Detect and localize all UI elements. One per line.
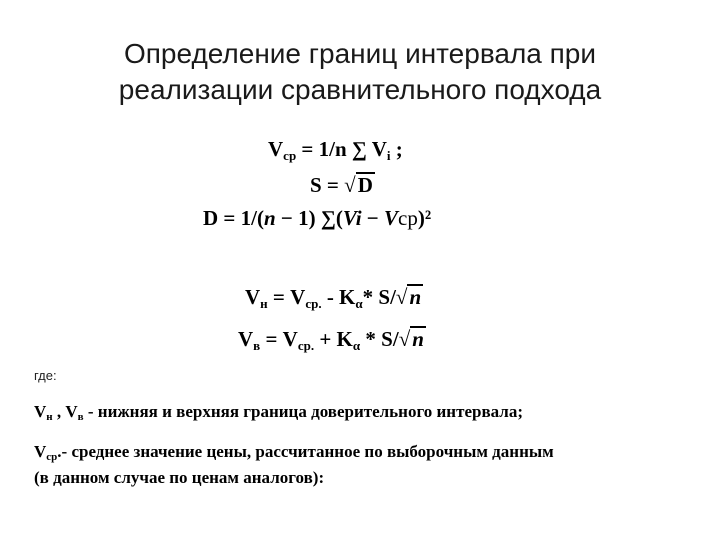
formula-lower-bound <box>245 284 423 312</box>
subscript: ср. <box>297 338 315 353</box>
subscript-alpha: α <box>352 338 361 353</box>
subscript: в <box>77 411 84 423</box>
symbol-v: V <box>268 137 284 161</box>
formula-dispersion <box>203 206 431 231</box>
radicand: n <box>409 285 422 309</box>
subscript-alpha: α <box>355 296 363 311</box>
symbol-v: V <box>34 402 47 421</box>
formula-part: * S/ <box>362 285 396 309</box>
title-line-1: Определение границ интервала при <box>123 38 597 69</box>
subscript-cp: cp <box>398 206 418 230</box>
slide-title <box>0 36 720 108</box>
subscript: н <box>46 411 53 423</box>
radicand: D <box>357 173 373 197</box>
formula-mean <box>268 137 403 164</box>
formula-part: = V <box>267 285 306 309</box>
note-text: - нижняя и верхняя граница доверительного интервала; <box>83 402 523 421</box>
sqrt-sign: √ <box>398 327 411 351</box>
note-text: (в данном случае по ценам аналогов): <box>34 468 325 487</box>
symbol-vi: Vi <box>342 206 362 230</box>
subscript: ср <box>283 148 297 163</box>
formula-part: = V <box>260 327 298 351</box>
subscript: н <box>260 296 268 311</box>
symbol-v: V <box>238 327 254 351</box>
formula-part: − 1) ∑( <box>275 206 343 230</box>
subscript: i <box>386 148 391 163</box>
formula-part: + K <box>314 327 353 351</box>
where-line-3 <box>34 466 674 489</box>
where-line-1 <box>34 400 674 429</box>
subscript: ср <box>46 451 58 463</box>
title-line-2: реализации сравнительного подхода <box>118 74 602 105</box>
where-label: где: <box>34 368 57 383</box>
symbol-v: V <box>384 206 399 230</box>
where-line-2 <box>34 440 674 469</box>
formula-part: * S/ <box>360 327 399 351</box>
subscript: ср. <box>305 296 322 311</box>
note-text: .- среднее значение цены, рассчитанное по выборочным данным <box>57 442 554 461</box>
formula-lhs: S = <box>310 173 345 197</box>
sqrt-sign: √ <box>395 285 408 309</box>
formula-close: )² <box>417 206 432 230</box>
formula-upper-bound <box>238 326 426 354</box>
formula-lhs: D = 1/( <box>203 206 264 230</box>
subscript: в <box>253 338 261 353</box>
symbol-v: V <box>245 285 261 309</box>
formula-part: − <box>361 206 384 230</box>
symbol-n: n <box>263 206 276 230</box>
formula-body: = 1/n ∑ V <box>296 137 387 161</box>
radicand: n <box>412 327 424 351</box>
formula-std-dev <box>310 172 375 198</box>
formula-part: - K <box>321 285 356 309</box>
symbol-v: V <box>34 442 47 461</box>
note-part: , V <box>52 402 78 421</box>
formula-tail: ; <box>390 137 403 161</box>
sqrt-sign: √ <box>344 173 356 197</box>
